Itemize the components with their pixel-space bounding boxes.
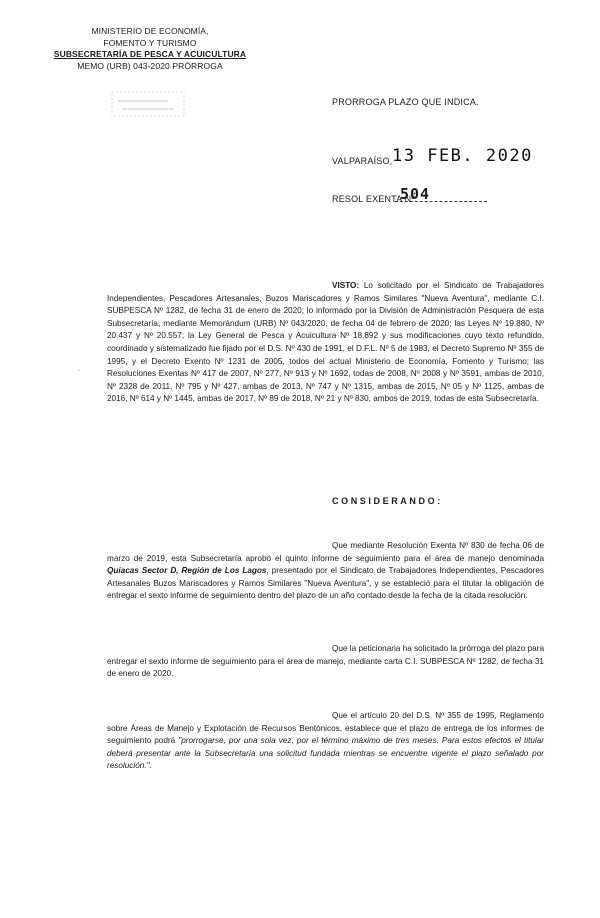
- considerando-paragraph-1: Que mediante Resolución Exenta Nº 830 de fecha 06 de marzo de 2019, esta Subsecretaría aprobó el quinto informe de seguimiento para el área de manejo denominada Quiacas Sector D, Región de Los Lagos, presentado por el Sindicato de Trabajadores Independientes, Pescadores Artesanales Buzos Mariscadores y Ramos Similares "Nueva Aventura", y se estableció para el titular la obligación de entregar el sexto informe de seguimiento dentro del plazo de un año contado desde la fecha de la citada resolución.: [107, 541, 544, 601]
- document-subject: PRORROGA PLAZO QUE INDICA.: [332, 97, 479, 107]
- considerando-paragraph-3: Que el artículo 20 del D.S. Nº 355 de 1995, Reglamento sobre Áreas de Manejo y Explotación de Recursos Bentónicos, establece que el plazo de entrega de los informes de seguimiento podrá "prorrogarse, por una sola vez, por el término máximo de tres meses. Para estos efectos el titular deberá presentar ante la Subsecretaría una solicitud fundada mientras se encuentre vigente el plazo señalado por resolución.".: [107, 711, 544, 771]
- date-stamp: 13 FEB. 2020: [392, 146, 533, 166]
- margin-mark-icon: ·: [78, 367, 81, 374]
- considerando-heading: CONSIDERANDO:: [332, 496, 443, 506]
- quoted-regulation: "prorrogarse, por una sola vez, por el término máximo de tres meses. Para estos efectos el titular deberá presentar ante la Subsecretaría una solicitud fundada mientras se encuentre vigente el plazo señalado por resolución.".: [107, 736, 544, 771]
- letterhead: [50, 26, 250, 72]
- visto-label: VISTO:: [332, 281, 360, 290]
- visto-paragraph: [107, 280, 544, 406]
- resolution-label: RESOL EXENTA Nº: [332, 194, 415, 204]
- resolution-number: 504: [400, 185, 431, 203]
- ministry-line: MINISTERIO DE ECONOMÍA,: [91, 26, 209, 36]
- visto-text: Lo solicitado por el Sindicato de Trabajadores Independientes, Pescadores Artesanales, Buzos Mariscadores y Ramos Similares "Nueva Aventura", mediante C.I. SUBPESCA Nº 1282, de fecha 31 de enero de 2020; lo informado por la División de Administración Pesquera de esta Subsecretaría, mediante Memorándum (URB) Nº 043/2020, de fecha 04 de febrero de 2020; las Leyes Nº 19.880, Nº 20.437 y Nº 20.557; la Ley General de Pesca y Acuicultura Nº 18.892 y sus modificaciones cuyo texto refundido, coordinado y sistematizado fue fijado por el D.S. Nº 430 de 1991, el D.F.L. Nº 5 de 1983, el Decreto Supremo Nº 355 de 1995, y el Decreto Exento Nº 1231 de 2005, todos del actual Ministerio de Economía, Fomento y Turismo; las Resoluciones Exentas Nº 417 de 2007, Nº 277, Nº 913 y Nº 1692, todas de 2008, Nº 2008 y Nº 3591, ambas de 2010, Nº 2328 de 2011, Nº 795 y Nº 427, ambas de 2013, Nº 747 y Nº 1315, ambas de 2015, Nº 05 y Nº 1125, ambas de 2016, Nº 614 y Nº 1445, ambas de 2017, Nº 89 de 2018, Nº 21 y Nº 830, ambos de 2019, todas de esta Subsecretaría.: [107, 281, 544, 404]
- area-name: Quiacas Sector D, Región de Los Lagos: [107, 566, 267, 576]
- city-label: VALPARAÍSO,: [332, 156, 393, 166]
- considerando-paragraph-2: Que la peticionaria ha solicitado la prórroga del plazo para entregar el sexto informe de seguimiento para el área de manejo, mediante carta C.I. SUBPESCA Nº 1282, de fecha 31 de enero de 2020.: [107, 644, 544, 679]
- faded-stamp-icon: [108, 88, 188, 120]
- ministry-line-2: FOMENTO Y TURISMO: [103, 37, 197, 48]
- subsecretaria-line: SUBSECRETARÍA DE PESCA Y ACUICULTURA: [53, 49, 247, 59]
- memo-reference: MEMO (URB) 043-2020 PRÓRROGA: [77, 60, 223, 71]
